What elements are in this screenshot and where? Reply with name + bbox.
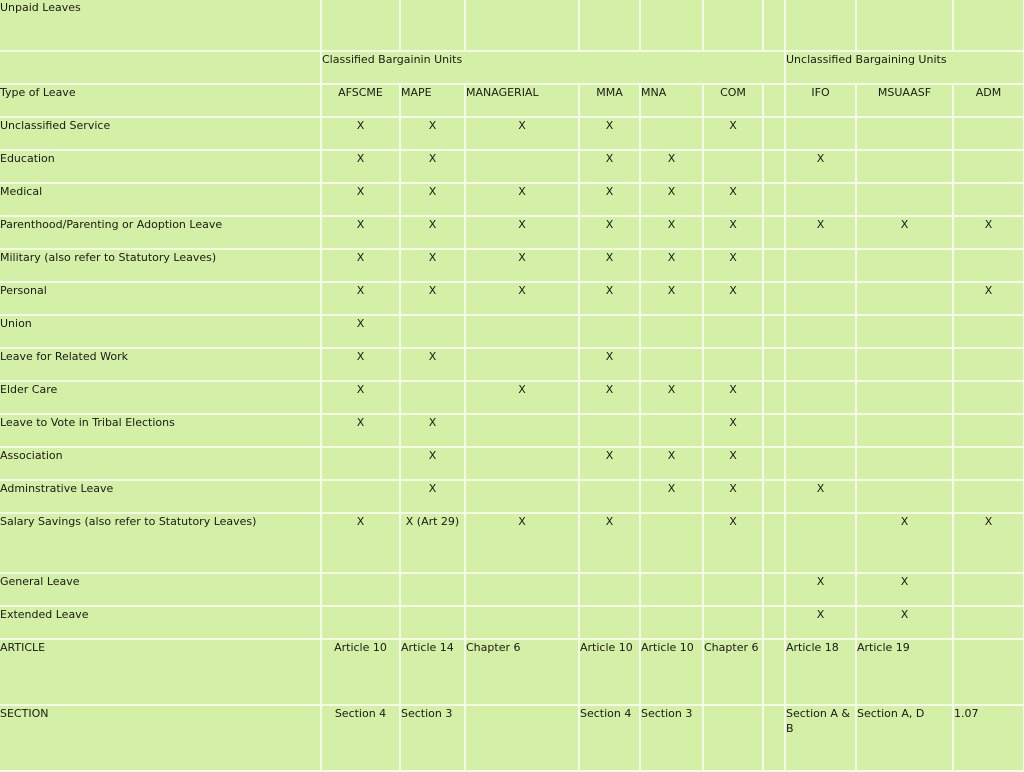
section-reference xyxy=(703,705,763,771)
empty-cell xyxy=(953,249,1024,282)
leave-type-label: Leave for Related Work xyxy=(0,348,321,381)
section-row xyxy=(0,705,1024,771)
empty-cell xyxy=(763,150,785,183)
eligibility-mark: X xyxy=(579,249,640,282)
eligibility-mark: X xyxy=(400,282,465,315)
article-reference: Article 18 xyxy=(785,639,856,705)
article-reference xyxy=(953,639,1024,705)
empty-cell xyxy=(321,0,400,51)
empty-cell xyxy=(763,216,785,249)
eligibility-mark: X xyxy=(465,381,579,414)
eligibility-mark: X xyxy=(579,447,640,480)
eligibility-mark: X xyxy=(640,249,703,282)
eligibility-mark: X xyxy=(703,282,763,315)
leave-type-label: Medical xyxy=(0,183,321,216)
empty-cell xyxy=(856,315,953,348)
sheet-title: Unpaid Leaves xyxy=(0,0,321,51)
column-header-msuaasf: MSUAASF xyxy=(856,84,953,117)
leave-type-label: Salary Savings (also refer to Statutory Leaves) xyxy=(0,513,321,573)
leave-type-label: Unclassified Service xyxy=(0,117,321,150)
empty-cell xyxy=(465,573,579,606)
empty-cell xyxy=(856,249,953,282)
eligibility-mark: X xyxy=(640,480,703,513)
eligibility-mark: X xyxy=(640,282,703,315)
empty-cell xyxy=(763,0,785,51)
eligibility-mark: X xyxy=(579,513,640,573)
eligibility-mark: X xyxy=(579,216,640,249)
empty-cell xyxy=(400,0,465,51)
section-reference: Section 4 xyxy=(579,705,640,771)
eligibility-mark: X xyxy=(703,183,763,216)
empty-cell xyxy=(400,381,465,414)
table-row xyxy=(0,480,1024,513)
eligibility-mark: X xyxy=(785,573,856,606)
empty-cell xyxy=(703,606,763,639)
empty-cell xyxy=(763,348,785,381)
unclassified-group-header: Unclassified Bargaining Units xyxy=(785,51,1024,84)
eligibility-mark: X xyxy=(465,282,579,315)
empty-cell xyxy=(579,573,640,606)
empty-cell xyxy=(763,381,785,414)
empty-cell xyxy=(785,282,856,315)
eligibility-mark: X xyxy=(400,216,465,249)
classified-group-header: Classified Bargainin Units xyxy=(321,51,785,84)
column-header-mma: MMA xyxy=(579,84,640,117)
empty-cell xyxy=(321,447,400,480)
eligibility-mark: X xyxy=(400,249,465,282)
empty-cell xyxy=(856,480,953,513)
empty-cell xyxy=(763,282,785,315)
leave-type-label: Military (also refer to Statutory Leaves) xyxy=(0,249,321,282)
leave-type-label: Parenthood/Parenting or Adoption Leave xyxy=(0,216,321,249)
eligibility-mark: X xyxy=(856,606,953,639)
group-header-row xyxy=(0,51,1024,84)
empty-cell xyxy=(465,315,579,348)
empty-cell xyxy=(400,606,465,639)
empty-cell xyxy=(465,447,579,480)
eligibility-mark: X xyxy=(400,183,465,216)
article-reference: Article 19 xyxy=(856,639,953,705)
eligibility-mark: X xyxy=(640,381,703,414)
eligibility-mark: X xyxy=(703,249,763,282)
empty-cell xyxy=(785,513,856,573)
empty-cell xyxy=(465,0,579,51)
empty-cell xyxy=(763,84,785,117)
empty-cell xyxy=(579,480,640,513)
empty-cell xyxy=(579,315,640,348)
eligibility-mark: X xyxy=(703,447,763,480)
empty-cell xyxy=(953,183,1024,216)
empty-cell xyxy=(856,282,953,315)
eligibility-mark: X xyxy=(465,249,579,282)
empty-cell xyxy=(0,51,321,84)
empty-cell xyxy=(785,414,856,447)
leave-type-label: Adminstrative Leave xyxy=(0,480,321,513)
eligibility-mark: X xyxy=(400,414,465,447)
eligibility-mark: X xyxy=(703,117,763,150)
empty-cell xyxy=(953,150,1024,183)
empty-cell xyxy=(785,0,856,51)
section-label: SECTION xyxy=(0,705,321,771)
eligibility-mark: X xyxy=(856,513,953,573)
empty-cell xyxy=(579,606,640,639)
table-row xyxy=(0,282,1024,315)
table-row xyxy=(0,150,1024,183)
leave-type-label: Union xyxy=(0,315,321,348)
article-reference: Chapter 6 xyxy=(465,639,579,705)
empty-cell xyxy=(640,606,703,639)
empty-cell xyxy=(785,183,856,216)
empty-cell xyxy=(953,348,1024,381)
section-reference: Section 3 xyxy=(400,705,465,771)
leave-type-label: General Leave xyxy=(0,573,321,606)
empty-cell xyxy=(763,639,785,705)
eligibility-mark: X xyxy=(785,606,856,639)
leave-type-label: Leave to Vote in Tribal Elections xyxy=(0,414,321,447)
table-row xyxy=(0,414,1024,447)
empty-cell xyxy=(856,348,953,381)
section-reference xyxy=(465,705,579,771)
column-header-ifo: IFO xyxy=(785,84,856,117)
eligibility-mark: X xyxy=(640,150,703,183)
empty-cell xyxy=(856,150,953,183)
empty-cell xyxy=(465,480,579,513)
eligibility-mark: X xyxy=(953,513,1024,573)
empty-cell xyxy=(953,480,1024,513)
empty-cell xyxy=(763,414,785,447)
leave-type-label: Elder Care xyxy=(0,381,321,414)
empty-cell xyxy=(640,117,703,150)
article-reference: Chapter 6 xyxy=(703,639,763,705)
eligibility-mark: X xyxy=(703,480,763,513)
article-reference: Article 10 xyxy=(321,639,400,705)
table-row xyxy=(0,348,1024,381)
empty-cell xyxy=(640,573,703,606)
empty-cell xyxy=(400,315,465,348)
empty-cell xyxy=(763,315,785,348)
empty-cell xyxy=(640,315,703,348)
table-row xyxy=(0,117,1024,150)
table-row xyxy=(0,315,1024,348)
eligibility-mark: X xyxy=(321,381,400,414)
eligibility-mark: X xyxy=(579,150,640,183)
section-reference: Section A, D xyxy=(856,705,953,771)
empty-cell xyxy=(953,414,1024,447)
table-row xyxy=(0,249,1024,282)
empty-cell xyxy=(703,150,763,183)
empty-cell xyxy=(763,606,785,639)
section-reference: Section 3 xyxy=(640,705,703,771)
eligibility-mark: X xyxy=(321,216,400,249)
eligibility-mark: X xyxy=(785,150,856,183)
empty-cell xyxy=(953,381,1024,414)
eligibility-mark: X xyxy=(465,117,579,150)
empty-cell xyxy=(763,513,785,573)
empty-cell xyxy=(856,117,953,150)
article-reference: Article 14 xyxy=(400,639,465,705)
empty-cell xyxy=(785,117,856,150)
eligibility-mark: X xyxy=(400,447,465,480)
eligibility-mark: X xyxy=(703,513,763,573)
empty-cell xyxy=(785,249,856,282)
empty-cell xyxy=(640,0,703,51)
empty-cell xyxy=(763,573,785,606)
column-header-mna: MNA xyxy=(640,84,703,117)
eligibility-mark: X xyxy=(321,183,400,216)
table-row xyxy=(0,381,1024,414)
leave-type-label: Personal xyxy=(0,282,321,315)
empty-cell xyxy=(953,117,1024,150)
eligibility-mark: X xyxy=(640,216,703,249)
empty-cell xyxy=(321,606,400,639)
empty-cell xyxy=(953,0,1024,51)
empty-cell xyxy=(465,606,579,639)
eligibility-mark: X xyxy=(953,216,1024,249)
eligibility-mark: X (Art 29) xyxy=(400,513,465,573)
eligibility-mark: X xyxy=(579,183,640,216)
leave-type-label: Association xyxy=(0,447,321,480)
empty-cell xyxy=(763,117,785,150)
empty-cell xyxy=(400,573,465,606)
section-reference: 1.07 xyxy=(953,705,1024,771)
empty-cell xyxy=(763,705,785,771)
article-reference: Article 10 xyxy=(640,639,703,705)
empty-cell xyxy=(579,414,640,447)
table-row xyxy=(0,216,1024,249)
empty-cell xyxy=(953,573,1024,606)
section-reference: Section A & B xyxy=(785,705,856,771)
empty-cell xyxy=(321,573,400,606)
empty-cell xyxy=(856,381,953,414)
empty-cell xyxy=(763,183,785,216)
eligibility-mark: X xyxy=(321,117,400,150)
empty-cell xyxy=(465,348,579,381)
empty-cell xyxy=(465,414,579,447)
eligibility-mark: X xyxy=(579,348,640,381)
eligibility-mark: X xyxy=(640,183,703,216)
article-label: ARTICLE xyxy=(0,639,321,705)
empty-cell xyxy=(785,315,856,348)
empty-cell xyxy=(953,447,1024,480)
column-header-managerial: MANAGERIAL xyxy=(465,84,579,117)
leave-type-label: Extended Leave xyxy=(0,606,321,639)
eligibility-mark: X xyxy=(703,381,763,414)
column-header-com: COM xyxy=(703,84,763,117)
eligibility-mark: X xyxy=(321,282,400,315)
empty-cell xyxy=(763,447,785,480)
eligibility-mark: X xyxy=(321,414,400,447)
empty-cell xyxy=(703,573,763,606)
table-row xyxy=(0,573,1024,606)
eligibility-mark: X xyxy=(465,183,579,216)
eligibility-mark: X xyxy=(321,150,400,183)
column-header-mape: MAPE xyxy=(400,84,465,117)
eligibility-mark: X xyxy=(640,447,703,480)
eligibility-mark: X xyxy=(856,216,953,249)
eligibility-mark: X xyxy=(321,513,400,573)
eligibility-mark: X xyxy=(321,348,400,381)
empty-cell xyxy=(640,414,703,447)
eligibility-mark: X xyxy=(703,414,763,447)
table-row xyxy=(0,447,1024,480)
empty-cell xyxy=(856,414,953,447)
table-row xyxy=(0,606,1024,639)
eligibility-mark: X xyxy=(321,249,400,282)
article-reference: Article 10 xyxy=(579,639,640,705)
empty-cell xyxy=(785,381,856,414)
empty-cell xyxy=(785,348,856,381)
eligibility-mark: X xyxy=(400,117,465,150)
empty-cell xyxy=(640,348,703,381)
eligibility-mark: X xyxy=(465,513,579,573)
column-header-afscme: AFSCME xyxy=(321,84,400,117)
eligibility-mark: X xyxy=(579,117,640,150)
empty-cell xyxy=(640,513,703,573)
empty-cell xyxy=(856,183,953,216)
empty-cell xyxy=(953,315,1024,348)
empty-cell xyxy=(465,150,579,183)
empty-cell xyxy=(763,249,785,282)
empty-cell xyxy=(763,480,785,513)
empty-cell xyxy=(579,0,640,51)
section-reference: Section 4 xyxy=(321,705,400,771)
title-row xyxy=(0,0,1024,51)
empty-cell xyxy=(785,447,856,480)
eligibility-mark: X xyxy=(953,282,1024,315)
eligibility-mark: X xyxy=(400,348,465,381)
eligibility-mark: X xyxy=(400,150,465,183)
empty-cell xyxy=(703,0,763,51)
eligibility-mark: X xyxy=(785,216,856,249)
table-row xyxy=(0,183,1024,216)
leave-type-label: Education xyxy=(0,150,321,183)
eligibility-mark: X xyxy=(579,381,640,414)
empty-cell xyxy=(856,447,953,480)
eligibility-mark: X xyxy=(321,315,400,348)
eligibility-mark: X xyxy=(703,216,763,249)
empty-cell xyxy=(703,315,763,348)
eligibility-mark: X xyxy=(400,480,465,513)
column-header-row xyxy=(0,84,1024,117)
column-header-adm: ADM xyxy=(953,84,1024,117)
type-of-leave-header: Type of Leave xyxy=(0,84,321,117)
eligibility-mark: X xyxy=(579,282,640,315)
eligibility-mark: X xyxy=(465,216,579,249)
empty-cell xyxy=(321,480,400,513)
table-row xyxy=(0,513,1024,573)
article-row xyxy=(0,639,1024,705)
empty-cell xyxy=(856,0,953,51)
empty-cell xyxy=(703,348,763,381)
eligibility-mark: X xyxy=(856,573,953,606)
empty-cell xyxy=(953,606,1024,639)
eligibility-mark: X xyxy=(785,480,856,513)
